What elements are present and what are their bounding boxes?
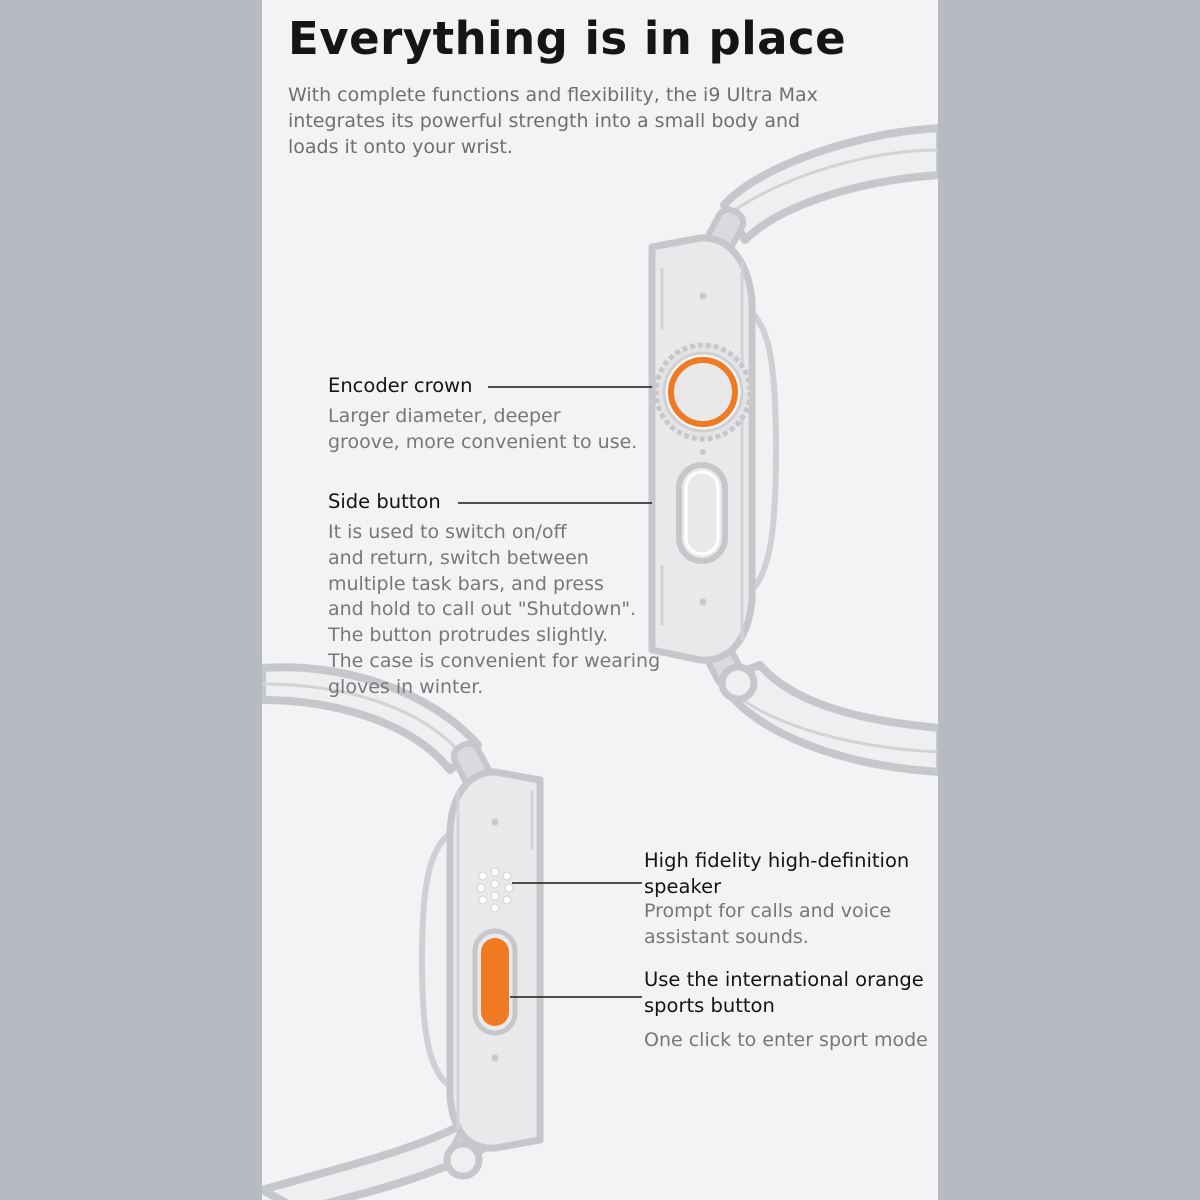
side-button-title: Side button bbox=[328, 490, 441, 513]
side-button-description-line: and hold to call out "Shutdown". bbox=[328, 598, 637, 621]
side-button-description-line: The button protrudes slightly. bbox=[328, 624, 609, 647]
side-button-description-line: The case is convenient for wearing bbox=[328, 649, 661, 672]
encoder-crown-description: Larger diameter, deeper groove, more convenient to use. bbox=[328, 405, 638, 453]
side-button-description-line: gloves in winter. bbox=[328, 675, 484, 698]
side-button-description-line: multiple task bars, and press bbox=[328, 572, 604, 595]
page-title: Everything is in place bbox=[288, 12, 847, 65]
side-button-description bbox=[328, 520, 660, 701]
encoder-crown-title: Encoder crown bbox=[328, 374, 473, 397]
orange-sports-button-icon bbox=[475, 931, 515, 1033]
sports-button-description: One click to enter sport mode bbox=[644, 1029, 928, 1051]
side-button-icon bbox=[679, 465, 725, 561]
speaker-description: Prompt for calls and voice assistant sounds. bbox=[644, 900, 892, 948]
intro-text: With complete functions and flexibility, the i9 Ultra Max integrates its powerful strength into a small body and loads it onto your wrist. bbox=[288, 84, 818, 158]
side-button-description-line: It is used to switch on/off bbox=[328, 521, 567, 543]
encoder-crown-icon bbox=[656, 345, 750, 439]
top-watch-case-icon bbox=[652, 238, 776, 660]
sports-button-title: Use the international orange sports button bbox=[644, 968, 924, 1017]
speaker-title: High fidelity high-definition speaker bbox=[644, 849, 910, 898]
side-button-description-line: and return, switch between bbox=[328, 546, 589, 569]
